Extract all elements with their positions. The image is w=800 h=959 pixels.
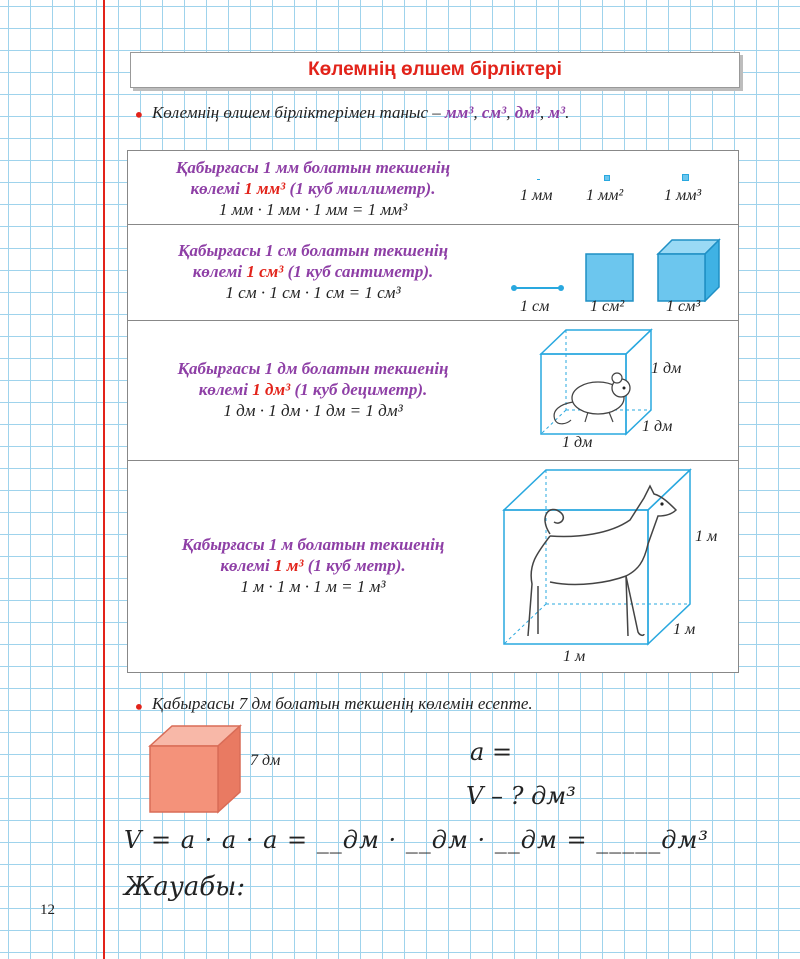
label-m-height: 1 м	[695, 528, 718, 545]
unit-highlight: 1 мм³	[244, 179, 286, 198]
row-millimeter	[128, 151, 738, 225]
desc-line2: көлемі 1 дм³ (1 куб дециметр).	[198, 380, 428, 399]
mm-segment-icon	[537, 179, 540, 180]
period: .	[565, 103, 570, 122]
a-equals-line: a =	[470, 738, 513, 766]
row-centimeter	[128, 224, 738, 321]
desc-line1: Қабырғасы 1 м болатын текшенің	[181, 535, 445, 554]
mm-cube-icon	[682, 174, 689, 181]
row-meter	[128, 460, 738, 672]
unit-highlight: 1 дм³	[252, 380, 291, 399]
unit-m3: м³	[548, 103, 566, 122]
unit-mm3: мм³	[445, 103, 474, 122]
orange-cube-icon	[148, 724, 244, 816]
desc-formula: 1 см · 1 см · 1 см = 1 см³	[225, 283, 401, 302]
desc-formula: 1 м · 1 м · 1 м = 1 м³	[240, 577, 386, 596]
row-description	[128, 534, 498, 597]
unit-cm3: см³	[481, 103, 507, 122]
row-description	[128, 157, 498, 220]
intro-line	[152, 103, 569, 123]
page-title: Көлемнің өлшем бірліктері	[130, 52, 740, 88]
desc-formula: 1 дм · 1 дм · 1 дм = 1 дм³	[223, 401, 403, 420]
label-m-depth: 1 м	[673, 621, 696, 638]
unit-highlight: 1 м³	[273, 556, 304, 575]
label-1mm2: 1 мм²	[586, 187, 624, 204]
label-1cm: 1 см	[520, 298, 550, 315]
desc-formula: 1 мм · 1 мм · 1 мм = 1 мм³	[218, 200, 408, 219]
row-decimeter	[128, 320, 738, 461]
bullet-icon: •	[133, 103, 145, 127]
desc-line1: Қабырғасы 1 дм болатын текшенің	[177, 359, 449, 378]
intro-text: Көлемнің өлшем бірліктерімен таныс –	[152, 103, 441, 122]
desc-line2: көлемі 1 м³ (1 куб метр).	[220, 556, 406, 575]
unit-highlight: 1 см³	[246, 262, 284, 281]
mm-square-icon	[604, 175, 610, 181]
desc-line1: Қабырғасы 1 см болатын текшенің	[177, 241, 449, 260]
label-dm-depth: 1 дм	[642, 418, 673, 435]
page-number: 12	[40, 902, 55, 918]
label-1cm2: 1 см²	[590, 298, 625, 315]
task-text: Қабырғасы 7 дм болатын текшенің көлемін есепте.	[152, 694, 533, 713]
label-1cm3: 1 см³	[666, 298, 701, 315]
v-question-line: V – ? дм³	[466, 782, 576, 810]
label-dm-width: 1 дм	[562, 434, 593, 451]
label-1mm: 1 мм	[520, 187, 553, 204]
separator: ,	[473, 103, 482, 122]
m-cube-dog-icon	[498, 464, 698, 648]
separator: ,	[539, 103, 549, 122]
margin-line	[103, 0, 105, 959]
desc-line2: көлемі 1 мм³ (1 куб миллиметр).	[190, 179, 436, 198]
cube-side-label: 7 дм	[250, 752, 281, 769]
separator: ,	[506, 103, 515, 122]
desc-line2: көлемі 1 см³ (1 куб сантиметр).	[192, 262, 434, 281]
label-m-width: 1 м	[563, 648, 586, 665]
cm-figures-icon	[508, 232, 738, 302]
row-description	[128, 358, 498, 421]
unit-dm3: дм³	[514, 103, 540, 122]
label-dm-height: 1 дм	[651, 360, 682, 377]
bullet-icon: •	[133, 695, 145, 719]
answer-label: Жауабы:	[124, 872, 246, 902]
volume-formula: V = a · a · a = __дм · __дм · __дм = _____дм³	[124, 826, 709, 854]
row-description	[128, 240, 498, 303]
desc-line1: Қабырғасы 1 мм болатын текшенің	[175, 158, 451, 177]
label-1mm3: 1 мм³	[664, 187, 702, 204]
units-table	[127, 150, 739, 673]
